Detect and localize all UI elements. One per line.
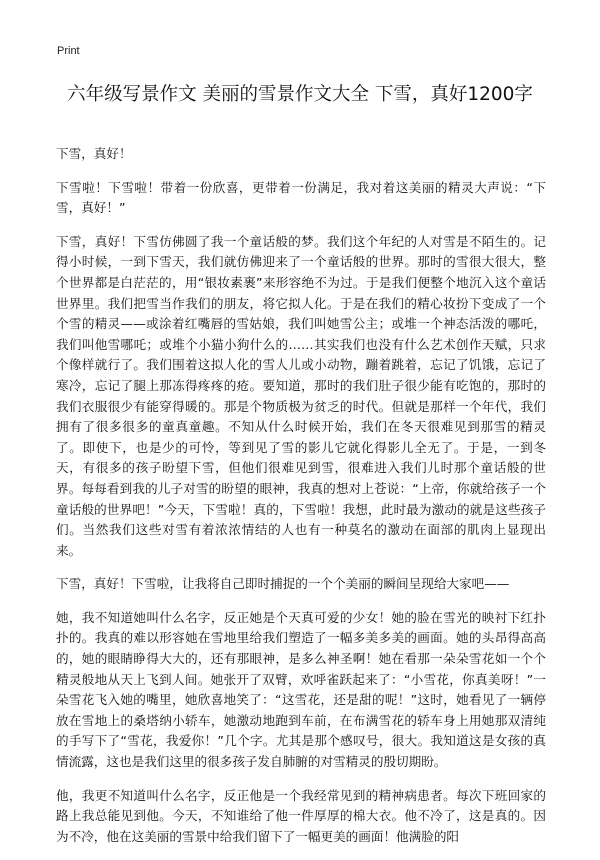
article-body <box>56 144 546 860</box>
paragraph: 下雪，真好！ <box>56 146 132 161</box>
paragraph: 下雪啦！下雪啦！带着一份欣喜，更带着一份满足，我对着这美丽的精灵大声说：“下雪，真好！” <box>56 179 546 216</box>
paragraph: 他，我更不知道叫什么名字，反正他是一个我经常见到的精神病患者。每次下班回家的路上我总能见到他。今天，不知谁给了他一件厚厚的棉大衣。他不冷了，这是真的。因为不冷，他在这美丽的雪景中给我们留下了一幅更美的画面！他满脸的阳 <box>56 787 546 844</box>
paragraph: 她，我不知道她叫什么名字，反正她是个天真可爱的少女！她的脸在雪光的映衬下红扑扑的。我真的难以形容她在雪地里给我们塑造了一幅多美多美的画面。她的头昂得高高的，她的眼睛睁得大大的，还有那眼神，是多么神圣啊！她在看那一朵朵雪花如一个个精灵般地从天上飞到人间。她张开了双臂，欢呼雀跃起来了：“小雪花，你真美呀！”一朵雪花飞入她的嘴里，她欣喜地笑了：“这雪花，还是甜的呢！”这时，她看见了一辆停放在雪地上的桑塔纳小轿车，她激动地跑到车前，在布满雪花的轿车身上用她那双清纯的手写下了“雪花，我爱你！”几个字。尤其是那个感叹号，很大。我知道这是女孩的真情流露，这也是我们这里的很多孩子发自肺腑的对雪精灵的殷切期盼。 <box>56 609 546 770</box>
article-title: 六年级写景作文 美丽的雪景作文大全 下雪，真好1200字 <box>67 84 533 105</box>
paragraph: 下雪，真好！下雪啦，让我将自己即时捕捉的一个个美丽的瞬间呈现给大家吧—— <box>56 576 510 592</box>
print-label: Print <box>57 45 80 57</box>
paragraph: 下雪，真好！下雪仿佛圆了我一个童话般的梦。我们这个年纪的人对雪是不陌生的。记得小时候，一到下雪天，我们就仿佛迎来了一个童话般的世界。那时的雪很大很大，整个世界都是白茫茫的，用“银妆素裹”来形容绝不为过。于是我们便整个地沉入这个童话世界里。我们把雪当作我们的朋友，将它拟人化。于是在我们的精心妆扮下变成了一个个雪的精灵——或涂着红嘴唇的雪姑娘，我们叫她雪公主；或堆一个神态活泼的哪吒，我们叫他雪哪吒；或堆个小猫小狗什么的……其实我们也没有什么艺术创作天赋，只求个像样就行了。我们围着这拟人化的雪人儿或小动物，蹦着跳着，忘记了饥饿，忘记了寒冷，忘记了腿上那冻得疼疼的疮。要知道，那时的我们肚子很少能有吃饱的，那时的我们衣服很少有能穿得暖的。那是个物质极为贫乏的时代。但就是那样一个年代，我们拥有了很多很多的童真童趣。不知从什么时候开始，我们在冬天很难见到那雪的精灵了。即使下，也是少的可怜，等到见了雪的影儿它就化得影儿全无了。于是，一到冬天，有很多的孩子盼望下雪，但他们很难见到雪，很难进入我们儿时那个童话般的世界。每每看到我的儿子对雪的盼望的眼神，我真的想对上苍说：“上帝，你就给孩子一个童话般的世界吧！”今天，下雪啦！真的，下雪啦！我想，此时最为激动的就是这些孩子们。当然我们这些对雪有着浓浓情结的人也有一种莫名的激动在面部的肌肉上显现出来。 <box>56 233 546 558</box>
